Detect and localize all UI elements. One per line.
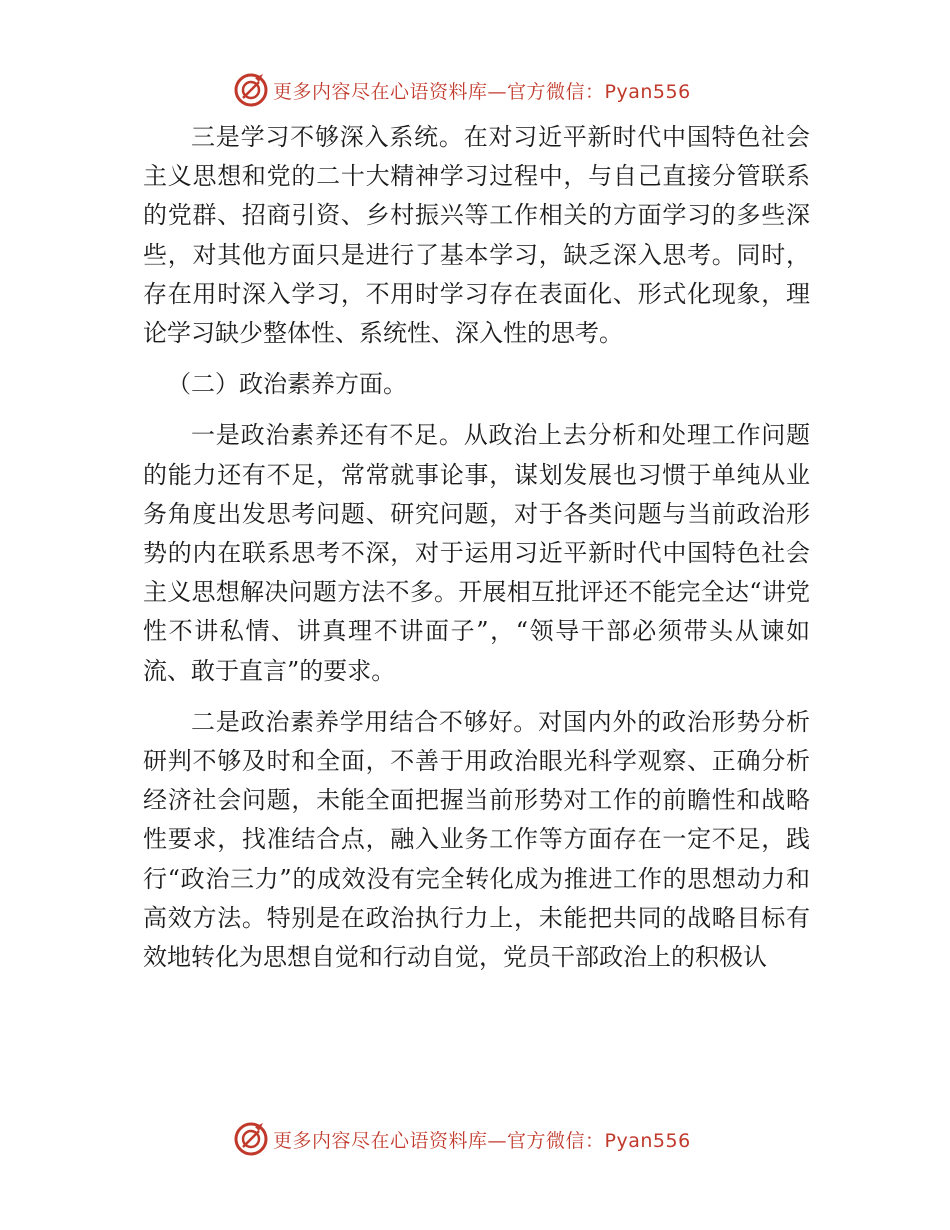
section-heading: （二）政治素养方面。 xyxy=(167,370,407,399)
paragraph-2: 一是政治素养还有不足。从政治上去分析和处理工作问题的能力还有不足，常常就事论事，谋划发展也习惯于单纯从业务角度出发思考问题、研究问题，对于各类问题与当前政治形势的内在联系思考不深，对于运用习近平新时代中国特色社会主义思想解决问题方法不多。开展相互批评还不能完全达“讲党性不讲私情、讲真理不讲面子”，“领导干部必须带头从谏如流、敢于直言”的要求。 xyxy=(143,421,810,685)
header-banner-text: 更多内容尽在心语资料库—官方微信：Pyan556 xyxy=(273,80,691,103)
paragraph-3: 二是政治素养学用结合不够好。对国内外的政治形势分析研判不够及时和全面，不善于用政治眼光科学观察、正确分析经济社会问题，未能全面把握当前形势对工作的前瞻性和战略性要求，找准结合点，融入业务工作等方面存在一定不足，践行“政治三力”的成效没有完全转化成为推进工作的思想动力和高效方法。特别是在政治执行力上，未能把共同的战略目标有效地转化为思想自觉和行动自觉，党员干部政治上的积极认 xyxy=(143,707,810,972)
paragraph-1: 三是学习不够深入系统。在对习近平新时代中国特色社会主义思想和党的二十大精神学习过程中，与自己直接分管联系的党群、招商引资、乡村振兴等工作相关的方面学习的多些深些，对其他方面只是进行了基本学习，缺乏深入思考。同时，存在用时深入学习，不用时学习存在表面化、形式化现象，理论学习缺少整体性、系统性、深入性的思考。 xyxy=(143,123,810,348)
document-body xyxy=(143,118,810,989)
header-banner xyxy=(233,70,713,110)
logo-icon xyxy=(233,72,269,108)
footer-banner-text: 更多内容尽在心语资料库—官方微信：Pyan556 xyxy=(273,1129,691,1152)
footer-banner xyxy=(233,1119,713,1159)
logo-icon xyxy=(233,1121,269,1157)
